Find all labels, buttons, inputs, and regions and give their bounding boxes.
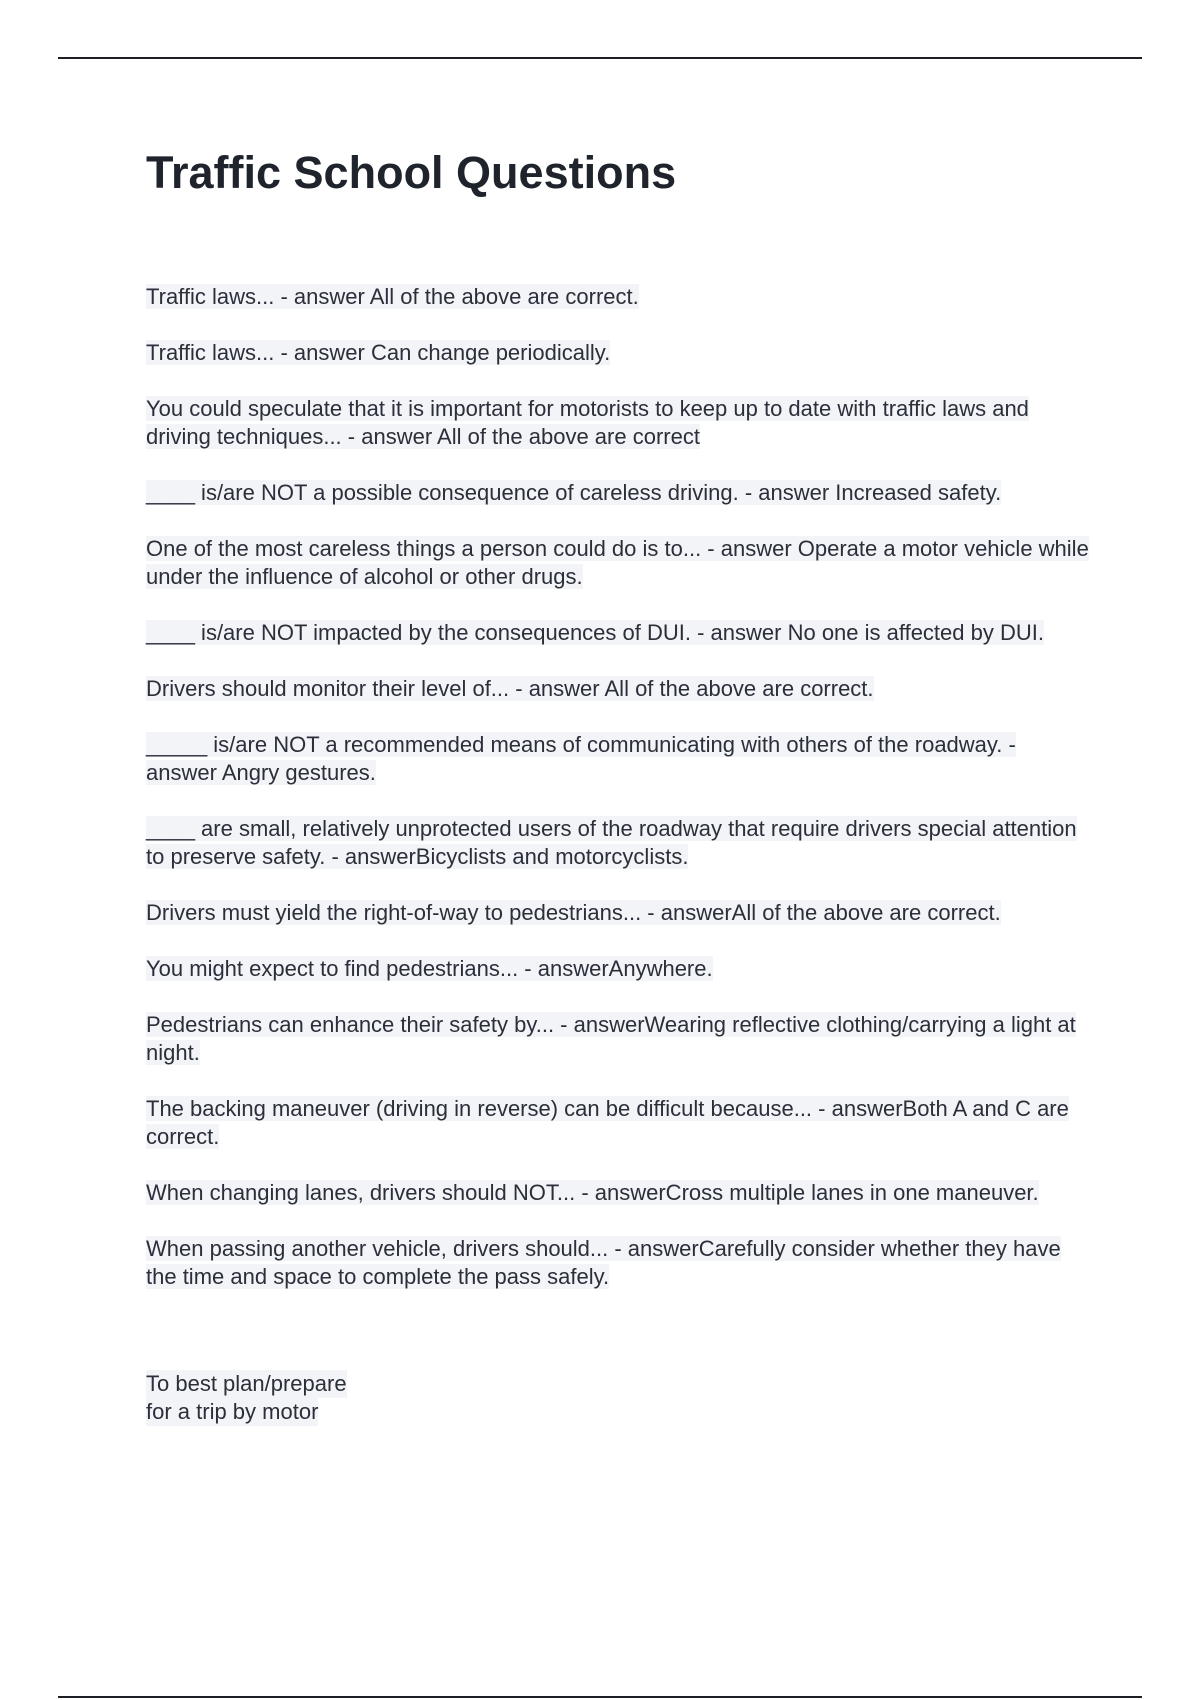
truncated-question-line-2: for a trip by motor (146, 1399, 319, 1424)
question-entry: _____ is/are NOT a recommended means of communicating with others of the roadway. - answer Angry gestures. (146, 732, 1016, 785)
question-entry: Drivers must yield the right-of-way to pedestrians... - answerAll of the above are correct. (146, 900, 1001, 925)
question-entry: One of the most careless things a person could do is to... - answer Operate a motor vehicle while under the influence of alcohol or other drugs. (146, 536, 1089, 589)
truncated-question (146, 1370, 347, 1426)
question-entry: You might expect to find pedestrians... - answerAnywhere. (146, 956, 713, 981)
question-entry: You could speculate that it is important for motorists to keep up to date with traffic laws and driving techniques... - answer All of the above are correct (146, 396, 1029, 449)
top-rule (58, 57, 1142, 59)
question-entry: When passing another vehicle, drivers should... - answerCarefully consider whether they have the time and space to complete the pass safely. (146, 1236, 1061, 1289)
question-entry: Traffic laws... - answer All of the above are correct. (146, 284, 639, 309)
bottom-rule (58, 1696, 1142, 1698)
question-list (146, 283, 1091, 1319)
question-entry: ____ is/are NOT a possible consequence of careless driving. - answer Increased safety. (146, 480, 1002, 505)
question-entry: ____ are small, relatively unprotected users of the roadway that require drivers special attention to preserve safety. - answerBicyclists and motorcyclists. (146, 816, 1077, 869)
question-entry: Traffic laws... - answer Can change periodically. (146, 340, 611, 365)
question-entry: When changing lanes, drivers should NOT... - answerCross multiple lanes in one maneuver. (146, 1180, 1039, 1205)
question-entry: Drivers should monitor their level of... - answer All of the above are correct. (146, 676, 874, 701)
question-entry: ____ is/are NOT impacted by the consequences of DUI. - answer No one is affected by DUI. (146, 620, 1044, 645)
question-entry: The backing maneuver (driving in reverse) can be difficult because... - answerBoth A and C are correct. (146, 1096, 1069, 1149)
question-entry: Pedestrians can enhance their safety by... - answerWearing reflective clothing/carrying a light at night. (146, 1012, 1076, 1065)
page-title: Traffic School Questions (146, 147, 677, 198)
truncated-question-line-1: To best plan/prepare (146, 1371, 347, 1396)
